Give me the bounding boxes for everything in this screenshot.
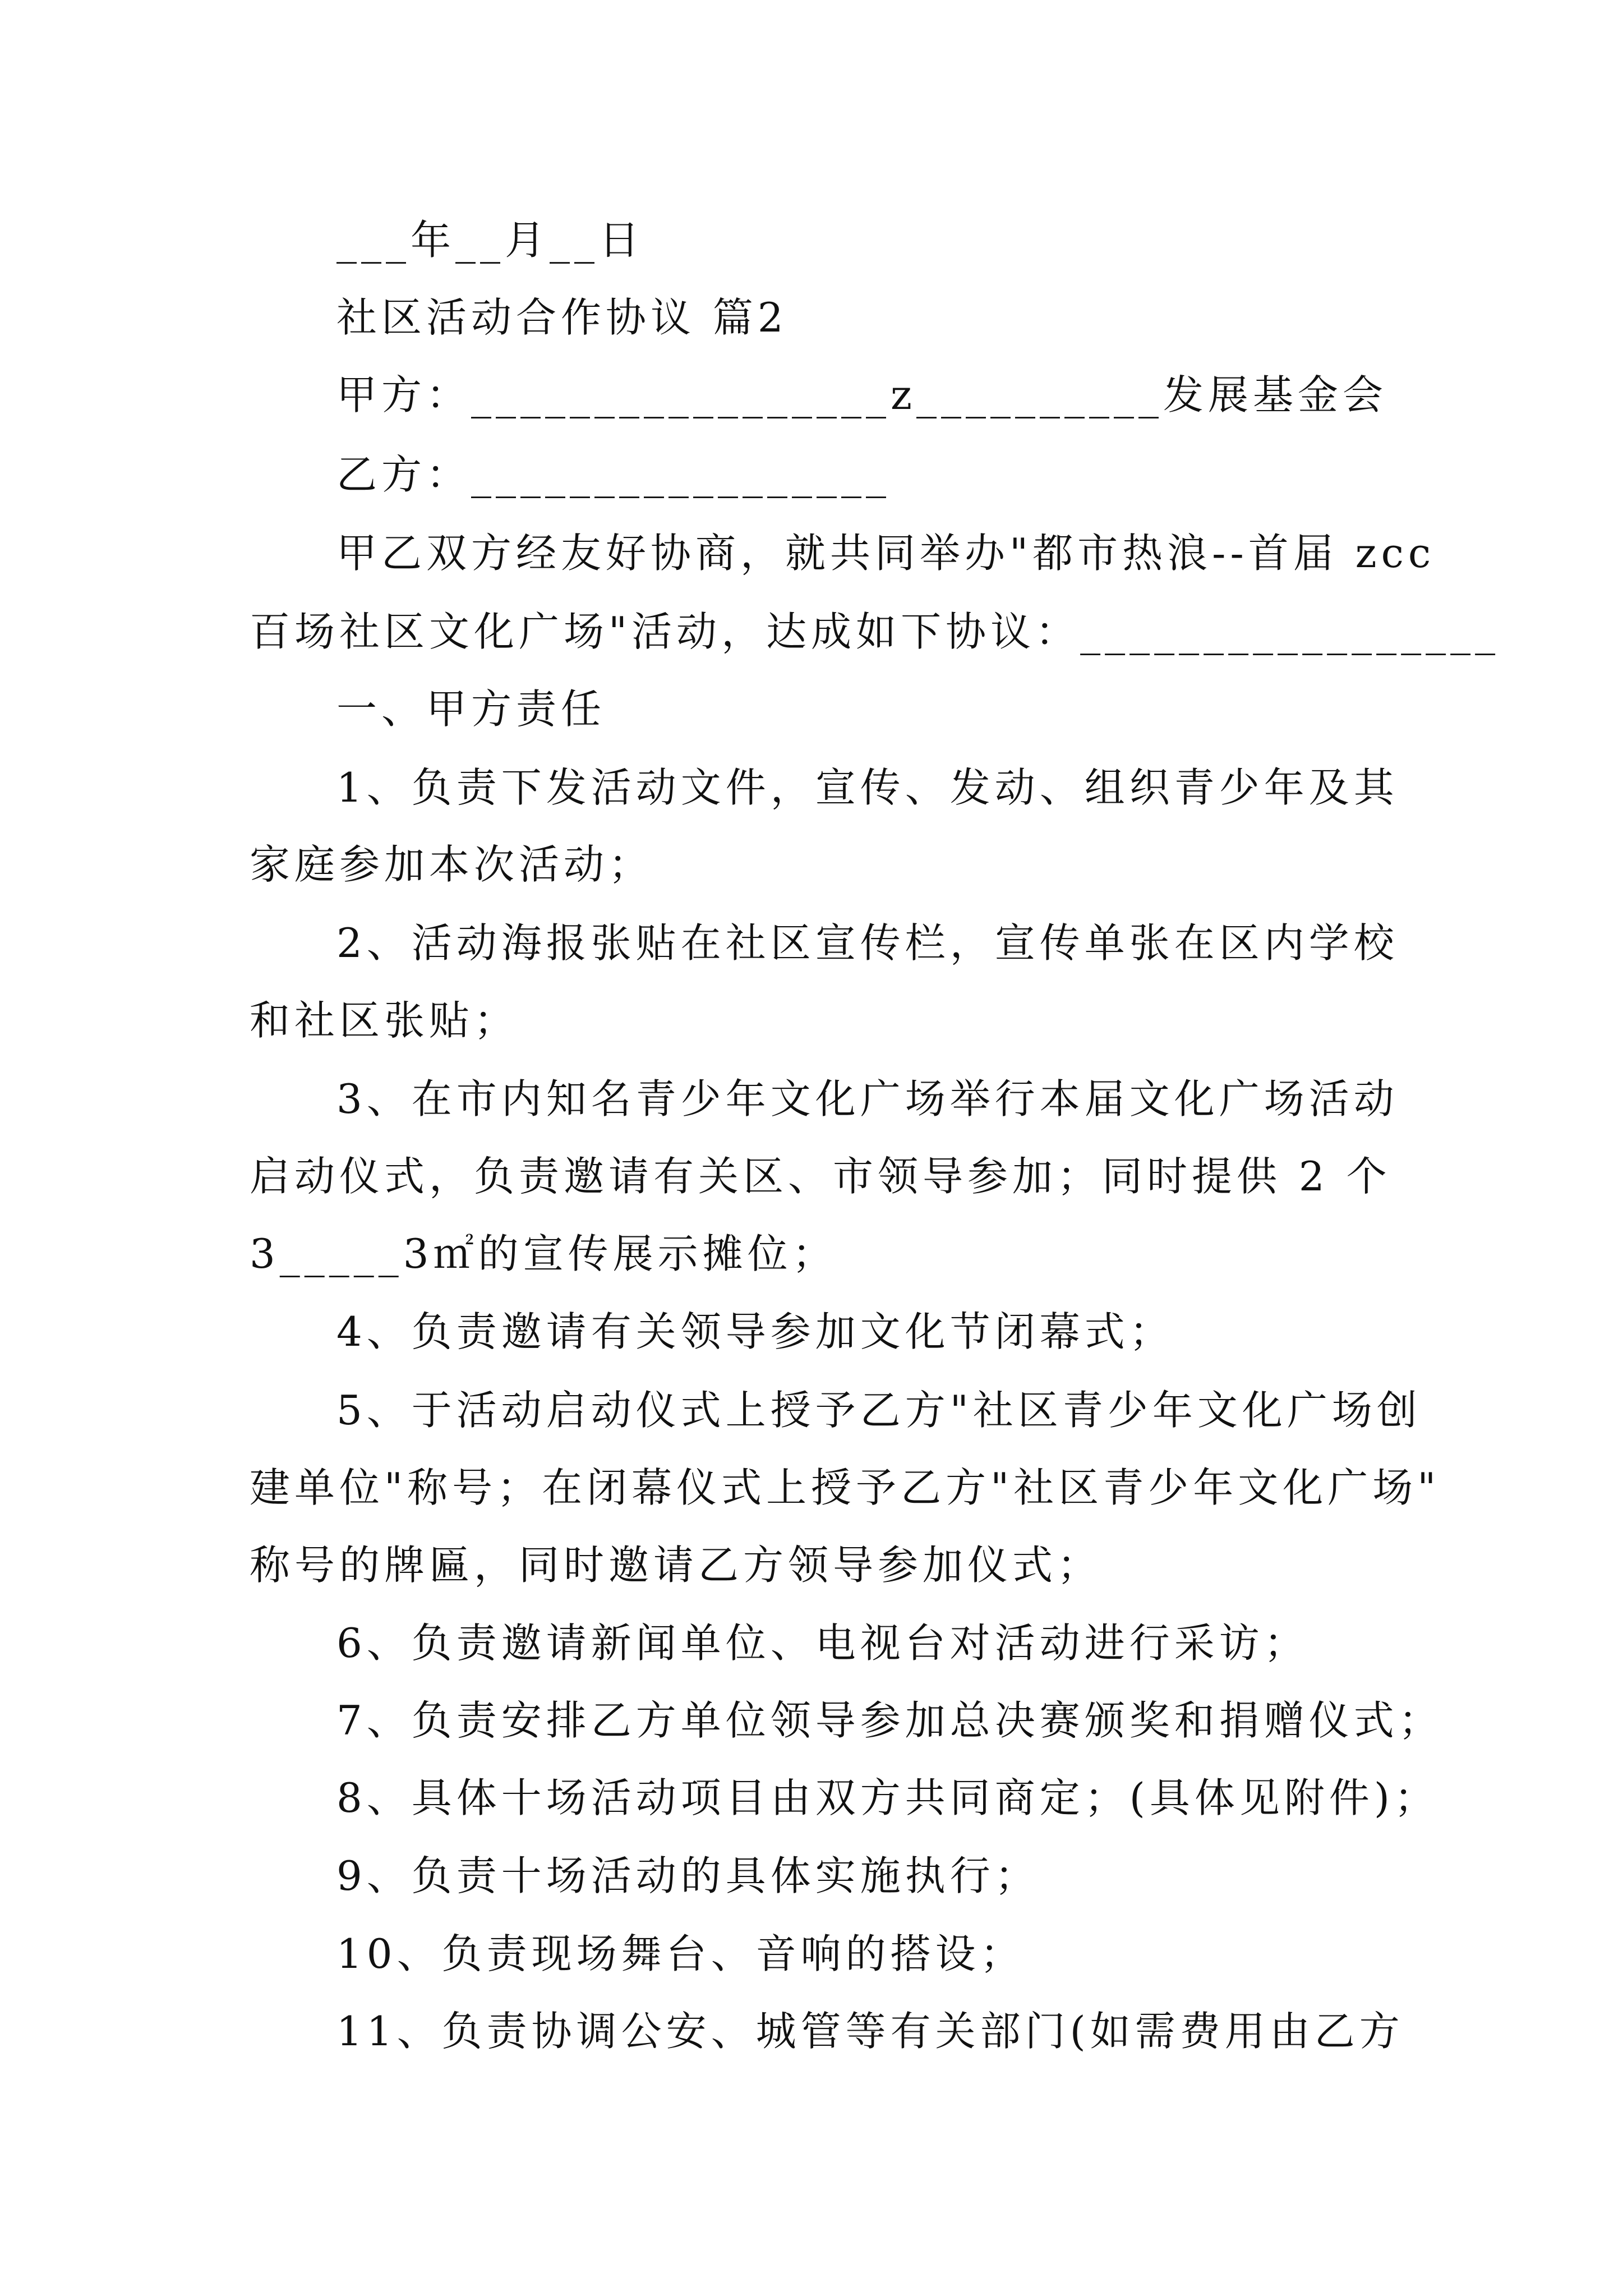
party-a-blank-1: _________________: [471, 371, 891, 418]
item-1-line-1: 1、负责下发活动文件，宣传、发动、组织青少年及其: [336, 764, 1399, 811]
month-blank: __: [455, 217, 505, 264]
item-10: 10、负责现场舞台、音响的搭设；: [336, 1930, 1025, 1977]
item-8: 8、具体十场活动项目由双方共同商定；(具体见附件)；: [336, 1774, 1439, 1821]
item-1-line-2: 家庭参加本次活动；: [250, 841, 654, 888]
item-3-line-2: 启动仪式，负责邀请有关区、市领导参加；同时提供 2 个: [250, 1153, 1391, 1200]
item-7: 7、负责安排乙方单位领导参加总决赛颁奖和捐赠仪式；: [336, 1697, 1444, 1744]
item-5-line-3: 称号的牌匾，同时邀请乙方领导参加仪式；: [250, 1542, 1103, 1589]
item-4: 4、负责邀请有关领导参加文化节闭幕式；: [336, 1308, 1174, 1355]
intro-line-1: 甲乙双方经友好协商，就共同举办"都市热浪--首届 zcc: [336, 530, 1436, 577]
item-3-line-3: 3_____3㎡的宣传展示摊位；: [250, 1230, 837, 1277]
party-a-middle: z: [891, 371, 916, 418]
year-blank: ___: [336, 217, 411, 264]
day-label: 日: [599, 217, 644, 264]
item-5-line-1: 5、于活动启动仪式上授予乙方"社区青少年文化广场创: [336, 1387, 1422, 1434]
item-2-line-2: 和社区张贴；: [250, 997, 519, 1044]
item-9: 9、负责十场活动的具体实施执行；: [336, 1852, 1040, 1899]
day-blank: __: [550, 217, 600, 264]
month-label: 月: [505, 217, 550, 264]
party-b-label: 乙方：: [336, 451, 472, 498]
party-b-line: [336, 451, 891, 498]
item-11: 11、负责协调公安、城管等有关部门(如需费用由乙方: [336, 2008, 1404, 2055]
intro-line-2: 百场社区文化广场"活动，达成如下协议：_________________: [250, 608, 1500, 655]
date-line: [336, 217, 644, 264]
party-a-line: [336, 371, 1387, 418]
party-a-suffix: 发展基金会: [1163, 371, 1387, 418]
item-5-line-2: 建单位"称号；在闭幕仪式上授予乙方"社区青少年文化广场": [250, 1464, 1441, 1511]
document-title: 社区活动合作协议 篇2: [336, 294, 788, 341]
year-label: 年: [411, 217, 456, 264]
party-a-blank-2: __________: [916, 371, 1163, 418]
party-a-label: 甲方：: [336, 371, 472, 418]
item-2-line-1: 2、活动海报张贴在社区宣传栏，宣传单张在区内学校: [336, 919, 1399, 967]
section-heading: 一、甲方责任: [336, 685, 606, 733]
item-3-line-1: 3、在市内知名青少年文化广场举行本届文化广场活动: [336, 1075, 1399, 1122]
item-6: 6、负责邀请新闻单位、电视台对活动进行采访；: [336, 1619, 1309, 1667]
party-b-blank: _________________: [471, 451, 891, 498]
